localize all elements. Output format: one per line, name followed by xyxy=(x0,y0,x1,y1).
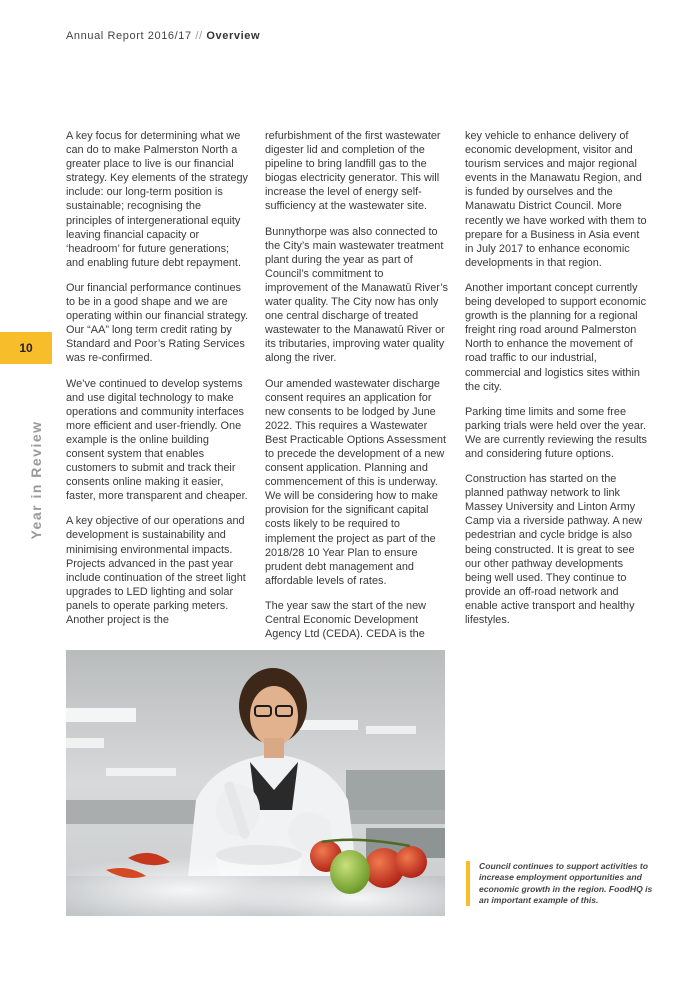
ceiling-light xyxy=(296,720,358,730)
paragraph: A key focus for determining what we can do to make Palmerston North a greater place to live is our financial strategy. Key elements of the strategy include: our long-term position is sustainable; recognising the principles of intergenerational equity leaving financial capacity or ‘headroom’ for future generations; and enabling future debt repayment. xyxy=(66,130,249,269)
text-column-2 xyxy=(265,129,449,652)
paragraph: Our financial performance continues to be in a good shape and we are operating within our financial strategy. Our “AA” long term credit rating by Standard and Poor’s Rating Services was re-confirmed. xyxy=(66,281,249,365)
text-column-1 xyxy=(66,129,250,638)
ceiling-light xyxy=(366,726,416,734)
green-apple xyxy=(330,850,370,894)
tomato xyxy=(395,846,427,878)
paragraph: Construction has started on the planned pathway network to link Massey University and Linton Army Camp via a riverside pathway. A new pedestrian and cycle bridge is also being constructed. It is great to see our other pathway developments being well used. They continue to provide an off-road network and enable active transport and healthy lifestyles. xyxy=(465,473,643,626)
running-header xyxy=(66,30,260,42)
photo-caption: Council continues to support activities to increase employment opportunities and economic growth in the region. FoodHQ is an important example of this. xyxy=(466,861,655,906)
section-title: Overview xyxy=(206,30,261,42)
ceiling-light xyxy=(106,768,176,776)
paragraph: A key objective of our operations and development is sustainability and minimising environmental impacts. Projects advanced in the past year include continuation of the street light upgrades to LED lighting and solar panels to operate parking meters. Another project is the xyxy=(66,515,246,626)
page-number-tab xyxy=(0,332,52,364)
neck xyxy=(264,738,284,758)
paragraph: Our amended wastewater discharge consent requires an application for new consents to be lodged by June 2022. This requires a Wastewater Best Practicable Options Assessment to precede the development of a new consent application. Planning and commencement of this is underway. We will be considering how to make provision for the significant capital costs likely to be required to implement the project as part of the 2018/28 10 Year Plan to ensure prudent debt management and affordable levels of rates. xyxy=(265,377,446,587)
ceiling-light xyxy=(66,708,136,722)
paragraph: refurbishment of the first wastewater digester lid and completion of the pipeline to bring landfill gas to the biogas electricity generator. This will increase the level of energy self-sufficiency at the wastewater site. xyxy=(265,130,441,213)
side-section-label: Year in Review xyxy=(28,420,44,540)
report-title: Annual Report 2016/17 xyxy=(66,30,192,42)
paragraph: Bunnythorpe was also connected to the City’s main wastewater treatment plant during the year as part of Council’s commitment to improvement of the Manawatū River’s water quality. The City now has only one central discharge of treated wastewater to the Manawatū River or its tributaries, improving water quality along the river. xyxy=(265,225,449,365)
paragraph: We’ve continued to develop systems and use digital technology to make operations and community interfaces more efficient and user-friendly. One example is the online building consent system that enables customers to submit and track their consents online making it easier, faster, more transparent and cheaper. xyxy=(66,377,248,503)
text-column-3 xyxy=(465,129,649,638)
paragraph: Another important concept currently being developed to support economic growth is the planning for a regional freight ring road around Palmerston North to enhance the movement of road traffic to our industrial, commercial and logistics sites within the city. xyxy=(465,281,647,393)
paragraph: Parking time limits and some free parking trials were held over the year. We are currently reviewing the results and considering future options. xyxy=(465,405,647,460)
ceiling-light xyxy=(66,738,104,748)
header-separator: // xyxy=(195,30,203,42)
paragraph: key vehicle to enhance delivery of economic development, visitor and tourism services and major regional events in the Manawatu Region, and is funded by ourselves and the Manawatu District Council. More recently we have worked with them to prepare for a Business in Asia event in July 2017 to enhance economic developments in that region. xyxy=(465,130,647,269)
page-number: 10 xyxy=(19,341,33,355)
paragraph: The year saw the start of the new Central Economic Development Agency Ltd (CEDA). CEDA is the xyxy=(265,599,427,641)
lab-scientist-photo xyxy=(66,650,445,916)
lab-shelf xyxy=(346,770,445,810)
